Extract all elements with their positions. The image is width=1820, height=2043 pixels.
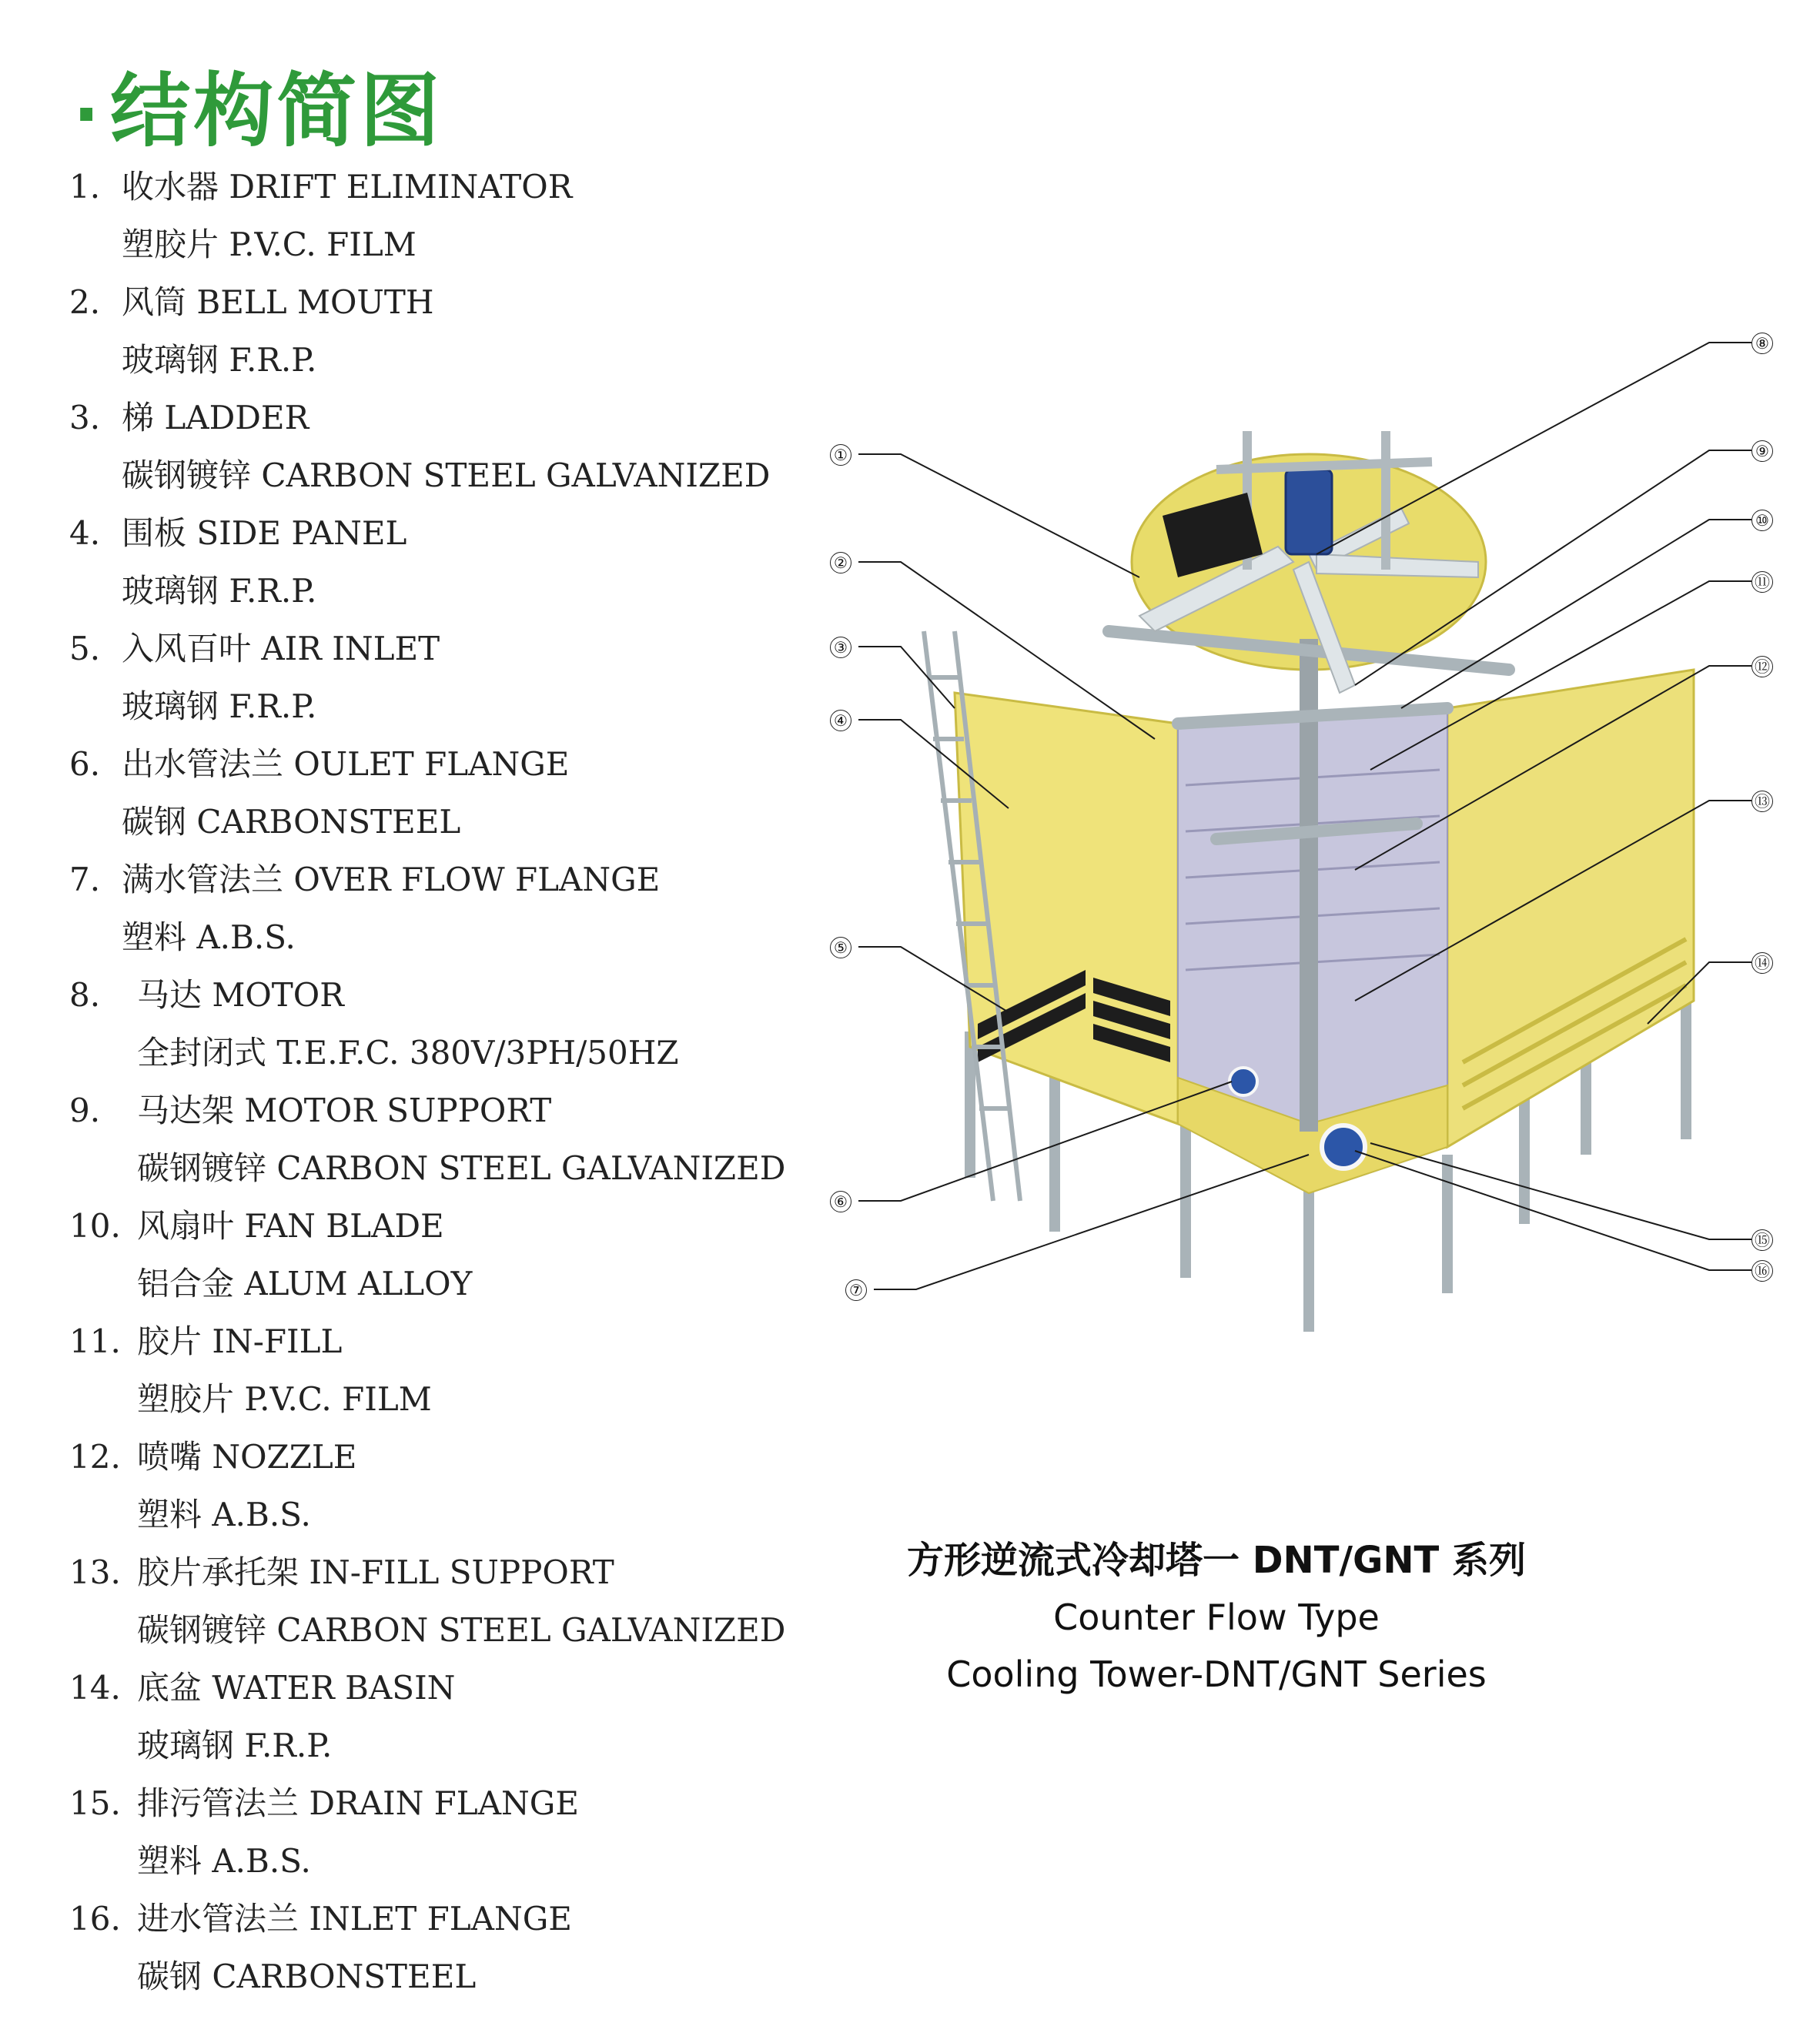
part-name: 喷嘴 NOZZLE (137, 1438, 357, 1476)
part-item (69, 1312, 808, 1428)
part-item (69, 1082, 808, 1197)
part-item (69, 1197, 808, 1312)
callout-7: ⑦ (845, 1279, 867, 1301)
callout-3: ③ (830, 637, 851, 658)
part-material: 玻璃钢 F.R.P. (122, 341, 317, 379)
callout-15: ⑮ (1751, 1229, 1773, 1251)
part-number: 10. (69, 1207, 121, 1245)
part-material: 塑料 A.B.S. (137, 1496, 311, 1533)
part-number: 9. (69, 1092, 101, 1129)
part-name: 风扇叶 FAN BLADE (137, 1207, 444, 1245)
part-number: 3. (69, 399, 101, 436)
part-name: 出水管法兰 OULET FLANGE (122, 745, 570, 783)
part-name: 马达 MOTOR (137, 976, 344, 1014)
part-name: 风筒 BELL MOUTH (122, 283, 434, 321)
part-item (69, 851, 808, 966)
part-material: 玻璃钢 F.R.P. (122, 572, 317, 610)
cooling-tower-illustration (816, 308, 1817, 1347)
part-number: 13. (69, 1553, 121, 1591)
part-item (69, 1428, 808, 1543)
part-number: 15. (69, 1784, 121, 1822)
diagram-caption (831, 1532, 1601, 1703)
caption-line-1: 方形逆流式冷却塔一 DNT/GNT 系列 (906, 1539, 1527, 1582)
part-material: 碳钢镀锌 CARBON STEEL GALVANIZED (137, 1611, 786, 1649)
part-number: 11. (69, 1322, 121, 1360)
part-material: 碳钢 CARBONSTEEL (137, 1958, 477, 1995)
callout-2: ② (830, 552, 851, 573)
part-item (69, 735, 808, 851)
part-name: 梯 LADDER (122, 399, 309, 436)
part-material: 塑料 A.B.S. (137, 1842, 311, 1880)
part-number: 2. (69, 283, 101, 321)
callout-5: ⑤ (830, 937, 851, 958)
part-material: 玻璃钢 F.R.P. (137, 1727, 333, 1764)
callout-4: ④ (830, 710, 851, 731)
callout-16: ⑯ (1751, 1260, 1773, 1282)
part-item (69, 504, 808, 620)
callout-13: ⑬ (1751, 791, 1773, 812)
part-number: 14. (69, 1669, 121, 1707)
part-number: 5. (69, 630, 101, 667)
caption-line-2: Counter Flow Type (1053, 1597, 1380, 1638)
part-name: 入风百叶 AIR INLET (122, 630, 440, 667)
part-name: 胶片承托架 IN-FILL SUPPORT (137, 1553, 614, 1591)
part-material: 碳钢镀锌 CARBON STEEL GALVANIZED (122, 456, 771, 494)
callout-10: ⑩ (1751, 510, 1773, 531)
part-name: 胶片 IN-FILL (137, 1322, 343, 1360)
part-item (69, 620, 808, 735)
drain-flange (1322, 1125, 1365, 1169)
motor (1286, 470, 1332, 554)
bullet-dot: · (73, 75, 103, 155)
part-number: 8. (69, 976, 101, 1014)
part-name: 底盆 WATER BASIN (137, 1669, 456, 1707)
part-number: 16. (69, 1900, 121, 1938)
part-number: 12. (69, 1438, 121, 1476)
callout-9: ⑨ (1751, 440, 1773, 462)
part-material: 碳钢镀锌 CARBON STEEL GALVANIZED (137, 1149, 786, 1187)
part-material: 玻璃钢 F.R.P. (122, 687, 317, 725)
part-material: 碳钢 CARBONSTEEL (122, 803, 461, 841)
part-name: 进水管法兰 INLET FLANGE (137, 1900, 572, 1938)
part-name: 排污管法兰 DRAIN FLANGE (137, 1784, 579, 1822)
page-title (73, 46, 443, 162)
callout-1: ① (830, 444, 851, 466)
part-name: 满水管法兰 OVER FLOW FLANGE (122, 861, 661, 898)
part-number: 4. (69, 514, 101, 552)
part-item (69, 1890, 808, 2005)
part-number: 1. (69, 168, 101, 206)
callout-14: ⑭ (1751, 952, 1773, 974)
part-item (69, 1774, 808, 1890)
caption-line-3: Cooling Tower-DNT/GNT Series (946, 1653, 1487, 1695)
part-name: 马达架 MOTOR SUPPORT (137, 1092, 552, 1129)
outlet-flange (1230, 1068, 1257, 1095)
part-item (69, 273, 808, 389)
part-item (69, 158, 808, 273)
callout-11: ⑪ (1751, 571, 1773, 593)
part-material: 铝合金 ALUM ALLOY (137, 1265, 473, 1302)
page-title-text: 结构简图 (110, 64, 443, 158)
part-item (69, 389, 808, 504)
part-item (69, 1543, 808, 1659)
cooling-tower-diagram (816, 308, 1817, 1347)
part-number: 6. (69, 745, 101, 783)
part-material: 塑胶片 P.V.C. FILM (137, 1380, 432, 1418)
callout-6: ⑥ (830, 1191, 851, 1212)
callout-8: ⑧ (1751, 333, 1773, 354)
part-item (69, 966, 808, 1082)
callout-12: ⑫ (1751, 656, 1773, 677)
part-material: 塑料 A.B.S. (122, 918, 296, 956)
part-material: 塑胶片 P.V.C. FILM (122, 226, 417, 263)
part-material: 全封闭式 T.E.F.C. 380V/3PH/50HZ (137, 1034, 679, 1072)
parts-list (69, 158, 808, 2005)
part-number: 7. (69, 861, 101, 898)
part-name: 收水器 DRIFT ELIMINATOR (122, 168, 573, 206)
part-item (69, 1659, 808, 1774)
part-name: 围板 SIDE PANEL (122, 514, 407, 552)
